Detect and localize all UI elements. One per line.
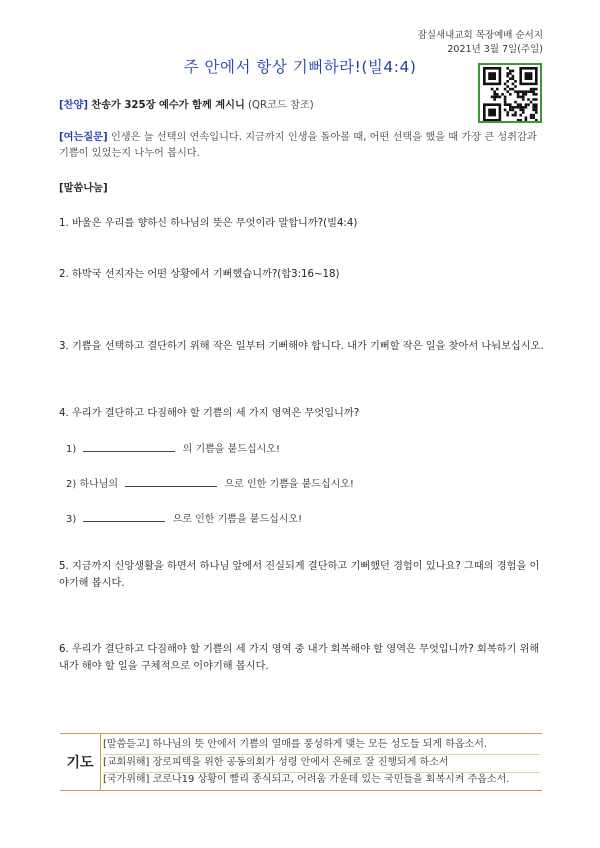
question-4: 4. 우리가 결단하고 다짐해야 할 기쁨의 세 가지 영역은 무엇입니까? <box>59 408 360 419</box>
prayer-label: 기도 <box>60 734 101 790</box>
question-6: 6. 우리가 결단하고 다짐해야 할 기쁨의 세 가지 영역 중 내가 회복해야 할 영역은 무엇입니까? 회복하기 위해 내가 해야 할 일을 구체적으로 이야기해 봅시다. <box>59 644 540 672</box>
fill-blank-1[interactable] <box>83 441 175 452</box>
hymn-text: 찬송가 325장 예수가 함께 계시니 <box>91 100 245 111</box>
sub-item-1-number: 1) <box>66 444 77 455</box>
hymn-tag: [찬양] <box>59 100 88 111</box>
fill-blank-3[interactable] <box>83 511 165 522</box>
question-3: 3. 기쁨을 선택하고 결단하기 위해 작은 일부터 기뻐해야 합니다. 내가 기뻐할 작은 일을 찾아서 나눠보십시오. <box>59 341 544 352</box>
intro-tag: [여는질문] <box>59 132 108 143</box>
qr-code <box>478 63 542 123</box>
sub-item-3 <box>66 510 302 525</box>
prayer-item-word: [말씀듣고] 하나님의 뜻 안에서 기쁨의 열매를 풍성하게 맺는 모든 성도들 되게 하옵소서. <box>103 737 540 755</box>
intro-text: 인생은 늘 선택의 연속입니다. 지금까지 인생을 돌아볼 때, 어떤 선택을 했을 때 가장 큰 성취감과 기쁨이 있었는지 나누어 봅시다. <box>59 132 537 159</box>
service-date: 2021년 3월 7일(주일) <box>447 44 543 55</box>
sub-item-1-text: 의 기쁨을 붙드십시오! <box>182 444 280 455</box>
prayer-item-church: [교회위해] 장로피택을 위한 공동의회가 성령 안에서 은혜로 잘 진행되게 하소서 <box>103 755 540 773</box>
question-5: 5. 지금까지 신앙생활을 하면서 하나님 앞에서 진실되게 결단하고 기뻐했던 경험이 있나요? 그때의 경험을 이야기해 봅시다. <box>59 561 540 589</box>
sharing-heading: [말씀나눔] <box>59 183 108 194</box>
sub-item-1 <box>66 440 280 455</box>
sub-item-3-text: 으로 인한 기쁨을 붙드십시오! <box>172 514 303 525</box>
sub-item-2-number: 2) <box>66 479 77 490</box>
church-name: 잠실새내교회 목장예배 순서지 <box>417 30 543 41</box>
question-1: 1. 바울은 우리를 향하신 하나님의 뜻은 무엇이라 말합니까?(빌4:4) <box>59 218 358 229</box>
intro-question <box>59 130 549 162</box>
hymn-line <box>59 98 549 114</box>
question-2: 2. 하박국 선지자는 어떤 상황에서 기뻐했습니까?(합3:16~18) <box>59 269 340 280</box>
prayer-item-nation: [국가위해] 코로나19 상황이 빨리 종식되고, 어려움 가운데 있는 국민들을 회복시켜 주옵소서. <box>103 774 510 785</box>
hymn-note: (QR코드 참조) <box>248 100 314 111</box>
sub-item-2-text: 으로 인한 기쁨을 붙드십시오! <box>224 479 354 490</box>
sub-item-2 <box>66 475 354 490</box>
sub-item-2-prefix: 하나님의 <box>79 479 119 490</box>
prayer-box <box>60 733 542 791</box>
page-title: 주 안에서 항상 기뻐하라!(빌4:4) <box>183 58 417 76</box>
sub-item-3-number: 3) <box>66 514 77 525</box>
fill-blank-2[interactable] <box>125 476 217 487</box>
